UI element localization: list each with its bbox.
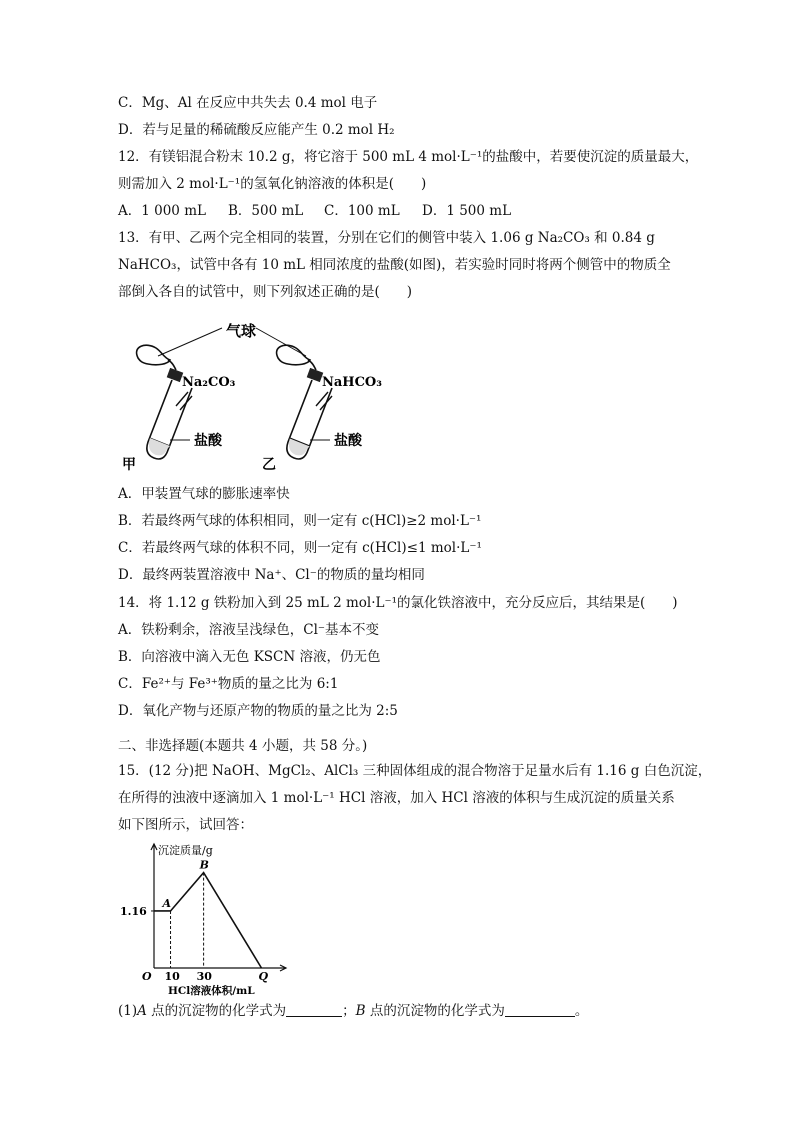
q14-stem: 14．将 1.12 g 铁粉加入到 25 mL 2 mol·L⁻¹的氯化铁溶液中，充分反应后，其结果是( ) xyxy=(118,595,678,611)
solid-label-right: NaHCO₃ xyxy=(322,375,382,390)
chart-point-label-b: B xyxy=(199,858,209,872)
stopper-right xyxy=(307,368,324,382)
q13-option-c: C．若最终两气球的体积不同，则一定有 c(HCl)≤1 mol·L⁻¹ xyxy=(118,540,482,556)
chart-y-axis-label: 沉淀质量/g xyxy=(158,844,213,857)
q14-option-a: A．铁粉剩余，溶液呈浅绿色，Cl⁻基本不变 xyxy=(118,622,380,638)
q12-option-b: B．500 mL xyxy=(228,203,304,219)
stopper-left xyxy=(167,368,184,382)
chart-x-tick-label-10: 10 xyxy=(164,970,180,983)
chart-x-tick-label-30: 30 xyxy=(196,970,212,983)
q13-option-a: A．甲装置气球的膨胀速率快 xyxy=(118,486,290,502)
q15-stem-line3: 如下图所示，试回答： xyxy=(118,817,253,833)
q12-stem-line2: 则需加入 2 mol·L⁻¹的氢氧化钠溶液的体积是( ) xyxy=(118,176,427,192)
apparatus-left xyxy=(122,345,236,473)
chart-x-tick-label-q: Q xyxy=(258,970,269,983)
q12-options xyxy=(118,202,511,220)
q13-option-d: D．最终两装置溶液中 Na⁺、Cl⁻的物质的量均相同 xyxy=(118,567,425,583)
apparatus-figure xyxy=(118,312,388,474)
balloon-pointer-right xyxy=(256,328,306,356)
apparatus-name-left: 甲 xyxy=(122,457,136,473)
chart-origin-label: O xyxy=(142,970,152,983)
apparatus-right xyxy=(262,345,382,473)
q15-part1: (1)A 点的沉淀物的化学式为 ；B 点的沉淀物的化学式为 。 xyxy=(118,1003,589,1019)
chart-point-label-a: A xyxy=(162,896,172,910)
section-two-heading: 二、非选择题(本题共 4 小题，共 58 分。) xyxy=(118,738,368,754)
q12-option-a: A．1 000 mL xyxy=(118,203,206,219)
q14-option-d: D．氧化产物与还原产物的物质的量之比为 2:5 xyxy=(118,703,398,719)
q13-stem-line1: 13．有甲、乙两个完全相同的装置，分别在它们的侧管中装入 1.06 g Na₂CO₃ 和 0.84 g xyxy=(118,230,655,246)
q13-stem-line3: 部倒入各自的试管中，则下列叙述正确的是( ) xyxy=(118,284,413,300)
precipitate-chart xyxy=(118,840,298,998)
q15-stem-line2: 在所得的浊液中逐滴加入 1 mol·L⁻¹ HCl 溶液，加入 HCl 溶液的体积与生成沉淀的质量关系 xyxy=(118,790,675,806)
q15-stem-line1: 15．(12 分)把 NaOH、MgCl₂、AlCl₃ 三种固体组成的混合物溶于足量水后有 1.16 g 白色沉淀， xyxy=(118,763,712,779)
balloon-label: 气球 xyxy=(226,322,257,340)
q11-option-c: C．Mg、Al 在反应中共失去 0.4 mol 电子 xyxy=(118,95,378,111)
q12-stem-line1: 12．有镁铝混合粉末 10.2 g，将它溶于 500 mL 4 mol·L⁻¹的盐酸中，若要使沉淀的质量最大， xyxy=(118,149,699,165)
apparatus-name-right: 乙 xyxy=(262,457,276,473)
q14-option-b: B．向溶液中滴入无色 KSCN 溶液，仍无色 xyxy=(118,649,381,665)
q11-option-d: D．若与足量的稀硫酸反应能产生 0.2 mol H₂ xyxy=(118,122,395,138)
liquid-label-right: 盐酸 xyxy=(334,433,362,449)
solid-label-left: Na₂CO₃ xyxy=(182,375,236,390)
answer-blank-a[interactable] xyxy=(286,1002,342,1017)
balloon-left-icon xyxy=(137,345,170,365)
q14-option-c: C．Fe²⁺与 Fe³⁺物质的量之比为 6:1 xyxy=(118,676,339,692)
answer-blank-b[interactable] xyxy=(505,1002,575,1017)
q13-stem-line2: NaHCO₃，试管中各有 10 mL 相同浓度的盐酸(如图)，若实验时同时将两个侧管中的物质全 xyxy=(118,257,671,273)
chart-x-axis-label: HCl溶液体积/mL xyxy=(168,985,255,997)
q13-option-b: B．若最终两气球的体积相同，则一定有 c(HCl)≥2 mol·L⁻¹ xyxy=(118,513,482,529)
q12-option-c: C．100 mL xyxy=(324,203,400,219)
balloon-pointer-left xyxy=(158,328,222,356)
chart-y-tick-label: 1.16 xyxy=(120,904,147,918)
liquid-label-left: 盐酸 xyxy=(194,433,222,449)
q12-option-d: D．1 500 mL xyxy=(422,203,512,219)
